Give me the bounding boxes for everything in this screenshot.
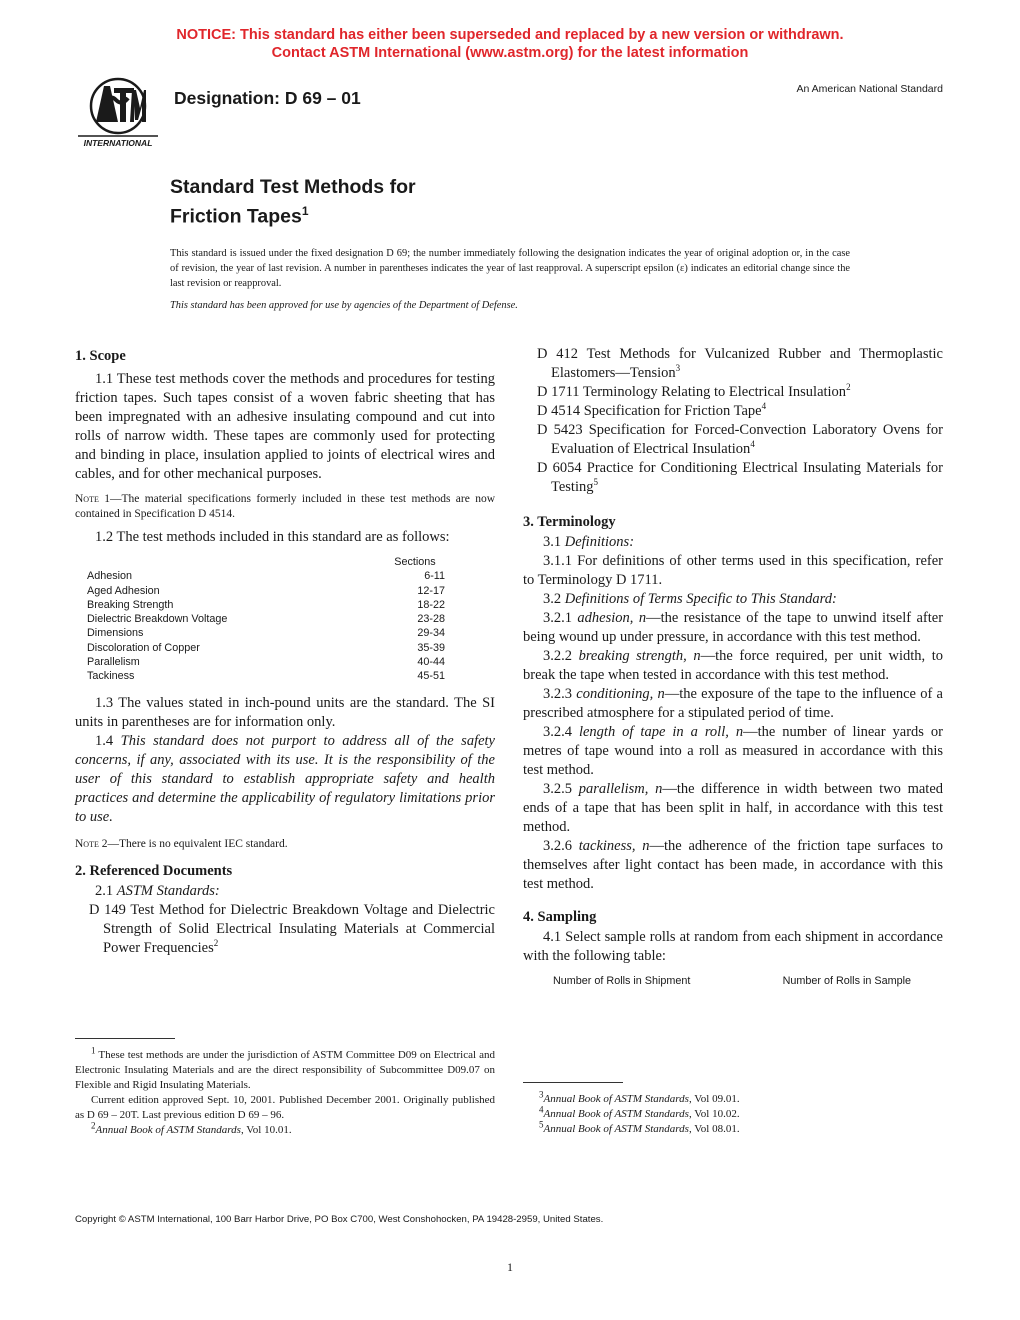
- toc-row: [87, 626, 445, 640]
- para-1-4-text: This standard does not purport to address all of the safety concerns, if any, associated with its use. It is the responsibility of the user of this standard to establish appropriate safety and health practices and determine the applicability of regulatory limitations prior to use.: [75, 732, 495, 825]
- ref-text: D 412 Test Methods for Vulcanized Rubber and Thermoplastic Elastomers—Tension: [537, 346, 943, 381]
- refdocs-heading: 2. Referenced Documents: [75, 862, 233, 879]
- toc-name: Parallelism: [87, 656, 140, 669]
- right-column: [523, 345, 943, 991]
- footnote-rest: , Vol 08.01.: [688, 1123, 740, 1135]
- ref-text: D 6054 Practice for Conditioning Electrical Insulating Materials for Testing: [537, 460, 943, 495]
- def-term: conditioning, n: [576, 686, 665, 702]
- footnote-italic: Annual Book of ASTM Standards: [543, 1123, 689, 1135]
- footnote-2-rest: , Vol 10.01.: [240, 1124, 292, 1136]
- def-num: 3.2.4: [543, 724, 579, 740]
- toc-sections: 45-51: [417, 670, 445, 683]
- footnote-rest: , Vol 09.01.: [688, 1093, 740, 1105]
- note-2-label: Note 2: [75, 837, 108, 850]
- footnote-2: [75, 1120, 495, 1138]
- para-4-1: 4.1 Select sample rolls at random from each shipment in accordance with the following table:: [523, 929, 943, 964]
- sampling-heading: 4. Sampling: [523, 909, 597, 925]
- toc-sections: 35-39: [417, 641, 445, 654]
- para-3-2: [523, 590, 943, 609]
- def-term: tackiness, n: [578, 838, 650, 854]
- astm-logo-icon: [74, 76, 162, 152]
- col-rolls-in-shipment: Number of Rolls in Shipment: [553, 975, 691, 987]
- ref-sup: 4: [750, 439, 755, 450]
- toc-name: Aged Adhesion: [87, 584, 160, 597]
- para-2-1-num: 2.1: [95, 882, 117, 899]
- toc-name: Dielectric Breakdown Voltage: [87, 613, 228, 626]
- ref-sup: 3: [675, 363, 681, 374]
- def-term: adhesion, n: [577, 610, 647, 626]
- footnote-num: 4: [539, 1104, 544, 1115]
- terminology-heading: 3. Terminology: [523, 514, 616, 530]
- def-text: —the number of linear yards or metres of tape wound into a roll as measured in accordance with this test method.: [523, 724, 943, 778]
- def-num: 3.2.2: [543, 648, 579, 664]
- def-3-2-2: [523, 647, 943, 685]
- para-2-1-text: ASTM Standards:: [116, 882, 220, 899]
- def-term: length of tape in a roll, n: [578, 724, 744, 740]
- footnote-2-num: 2: [91, 1120, 96, 1131]
- para-1-4-num: 1.4: [95, 732, 121, 749]
- toc-row: [87, 669, 445, 683]
- toc-sections: 40-44: [417, 656, 445, 669]
- def-text: —the resistance of the tape to unwind itself after being wound up under pressure, in accordance with this test method.: [523, 610, 944, 645]
- footnote-1-num: 1: [91, 1045, 96, 1056]
- def-num: 3.2.6: [543, 838, 579, 854]
- toc-row: [87, 598, 445, 612]
- ref-text: D 4514 Specification for Friction Tape: [537, 403, 762, 419]
- def-3-2-4: [523, 723, 943, 780]
- ref-sup: 4: [761, 401, 767, 412]
- def-text: —the exposure of the tape to the influence of a prescribed atmosphere for a stipulated period of time.: [523, 686, 943, 721]
- para-3-1-1: 3.1.1 For definitions of other terms used in this specification, refer to Terminology D 1711.: [523, 553, 943, 588]
- toc-name: Adhesion: [87, 570, 133, 583]
- def-text: —the force required, per unit width, to break the tape when tested in accordance with this test method.: [523, 648, 943, 683]
- note-1-label: Note 1: [75, 493, 110, 505]
- footnote-4: [539, 1104, 943, 1122]
- right-footnotes: [523, 1082, 943, 1137]
- page-number: 1: [507, 1260, 513, 1274]
- sampling-table-header: [523, 972, 943, 991]
- toc-name: Tackiness: [87, 670, 135, 683]
- footnote-1-text: These test methods are under the jurisdiction of ASTM Committee D09 on Electrical and Electronic Insulating Materials and are the direct responsibility of Subcommittee D09.07 on Flexible and Rigid Insulating Materials.: [75, 1049, 495, 1091]
- footnote-rule: [75, 1038, 175, 1039]
- notice-line-2: Contact ASTM International (www.astm.org) for the latest information: [271, 45, 749, 61]
- toc-sections: 29-34: [417, 627, 445, 640]
- footnote-rest: , Vol 10.02.: [688, 1108, 740, 1120]
- ref-d412: [523, 345, 943, 383]
- para-1-4: [75, 732, 495, 827]
- def-3-2-6: [523, 837, 943, 894]
- designation: Designation: D 69 – 01: [174, 88, 361, 108]
- copyright: Copyright © ASTM International, 100 Barr Harbor Drive, PO Box C700, West Conshohocken, PA 19428-2959, United States.: [75, 1214, 604, 1225]
- toc-name: Dimensions: [87, 627, 144, 640]
- american-national-standard: An American National Standard: [796, 83, 943, 95]
- para-1-3: 1.3 The values stated in inch-pound units are the standard. The SI units in parentheses are for information only.: [75, 694, 495, 730]
- def-3-2-1: [523, 609, 943, 647]
- ref-d1711: [523, 383, 943, 402]
- para-3-1-num: 3.1: [543, 534, 565, 550]
- para-3-2-num: 3.2: [543, 591, 565, 607]
- para-1-1: 1.1 These test methods cover the methods and procedures for testing friction tapes. Such tapes consist of a woven fabric sheeting that has been impregnated with an adhesive insulating compound and cut into rolls of narrow width. These tapes are commonly used for protecting and binding in place, insulation applied to joints of electrical wires and cables, and for other mechanical purposes.: [75, 371, 495, 482]
- ref-d149-text: D 149 Test Method for Dielectric Breakdown Voltage and Dielectric Strength of Solid Electrical Insulating Materials at Commercial Power Frequencies: [89, 901, 495, 956]
- def-term: parallelism, n: [578, 781, 663, 797]
- ref-d5423: [523, 421, 943, 459]
- footnote-num: 3: [539, 1089, 544, 1100]
- note-1-text: —The material specifications formerly included in these test methods are now contained in Specification D 4514.: [75, 493, 496, 520]
- toc-sections: 23-28: [417, 613, 445, 626]
- para-3-1-text: Definitions:: [564, 534, 635, 550]
- title-footnote-marker: 1: [301, 204, 309, 218]
- left-footnotes: [75, 1038, 495, 1138]
- para-1-2: 1.2 The test methods included in this standard are as follows:: [95, 529, 450, 545]
- withdrawn-notice: [0, 26, 1020, 62]
- ref-text: D 5423 Specification for Forced-Convection Laboratory Ovens for Evaluation of Electrical Insulation: [537, 422, 943, 457]
- ref-d149: [75, 901, 495, 958]
- def-text: —the adherence of the friction tape surfaces to themselves after light contact has been made, in accordance with this test method.: [523, 838, 944, 892]
- toc-sections: 18-22: [417, 598, 445, 611]
- def-term: breaking strength, n: [578, 648, 701, 664]
- footnote-1: [75, 1045, 495, 1093]
- title-line-1: Standard Test Methods for: [170, 176, 416, 198]
- issued-statement: This standard is issued under the fixed designation D 69; the number immediately following the designation indicates the year of original adoption or, in the case of revision, the year of last revision. A number in parentheses indicates the year of last reapproval. A superscript epsilon (ε) indicates an editorial change since the last revision or reapproval.: [170, 248, 850, 289]
- title-line-2: Friction Tapes: [170, 205, 302, 228]
- footnote-3: [539, 1089, 943, 1107]
- footnote-italic: Annual Book of ASTM Standards: [543, 1108, 689, 1120]
- footnote-5: [539, 1119, 943, 1137]
- toc-row: [87, 655, 445, 669]
- ref-d149-sup: 2: [213, 937, 219, 948]
- toc-row: [87, 612, 445, 626]
- footnote-2-italic: Annual Book of ASTM Standards: [95, 1124, 241, 1136]
- footnote-italic: Annual Book of ASTM Standards: [543, 1093, 689, 1105]
- para-2-1: [75, 882, 495, 901]
- sections-header: [87, 555, 445, 569]
- para-3-2-text: Definitions of Terms Specific to This Standard:: [564, 591, 837, 607]
- scope-heading: 1. Scope: [75, 348, 126, 364]
- sections-table: [87, 555, 445, 684]
- logo-text: INTERNATIONAL: [83, 138, 153, 148]
- ref-text: D 1711 Terminology Relating to Electrical Insulation: [537, 384, 847, 400]
- def-num: 3.2.1: [543, 610, 578, 626]
- toc-sections: 12-17: [417, 584, 445, 597]
- toc-name: Breaking Strength: [87, 598, 174, 611]
- footnote-rule: [523, 1082, 623, 1083]
- approved-statement: This standard has been approved for use by agencies of the Department of Defense.: [170, 300, 518, 311]
- def-3-2-5: [523, 780, 943, 837]
- toc-name: Discoloration of Copper: [87, 641, 200, 654]
- def-text: —the difference in width between two mated ends of a tape that has been split in half, in accordance with this test method.: [523, 781, 944, 835]
- col-rolls-in-sample: Number of Rolls in Sample: [782, 975, 911, 987]
- note-2-text: —There is no equivalent IEC standard.: [107, 837, 288, 850]
- ref-d6054: [523, 459, 943, 497]
- note-1: [75, 492, 495, 522]
- left-column: [75, 345, 495, 958]
- toc-row: [87, 641, 445, 655]
- sections-header-label: Sections: [394, 556, 436, 568]
- footnote-num: 5: [539, 1119, 544, 1130]
- ref-d4514: [523, 402, 943, 421]
- document-title: [170, 175, 416, 229]
- ref-sup: 2: [846, 382, 851, 393]
- ref-sup: 5: [593, 477, 598, 488]
- notice-line-1: NOTICE: This standard has either been superseded and replaced by a new version or withdrawn.: [176, 27, 844, 43]
- def-num: 3.2.3: [543, 686, 577, 702]
- para-3-1: [523, 533, 943, 552]
- def-3-2-3: [523, 685, 943, 723]
- note-2: [75, 837, 495, 852]
- toc-row: [87, 569, 445, 583]
- def-num: 3.2.5: [543, 781, 579, 797]
- toc-sections: 6-11: [424, 570, 445, 583]
- toc-row: [87, 584, 445, 598]
- footnote-1b: Current edition approved Sept. 10, 2001. Published December 2001. Originally published as D 69 – 20T. Last previous edition D 69 – 96.: [75, 1094, 495, 1121]
